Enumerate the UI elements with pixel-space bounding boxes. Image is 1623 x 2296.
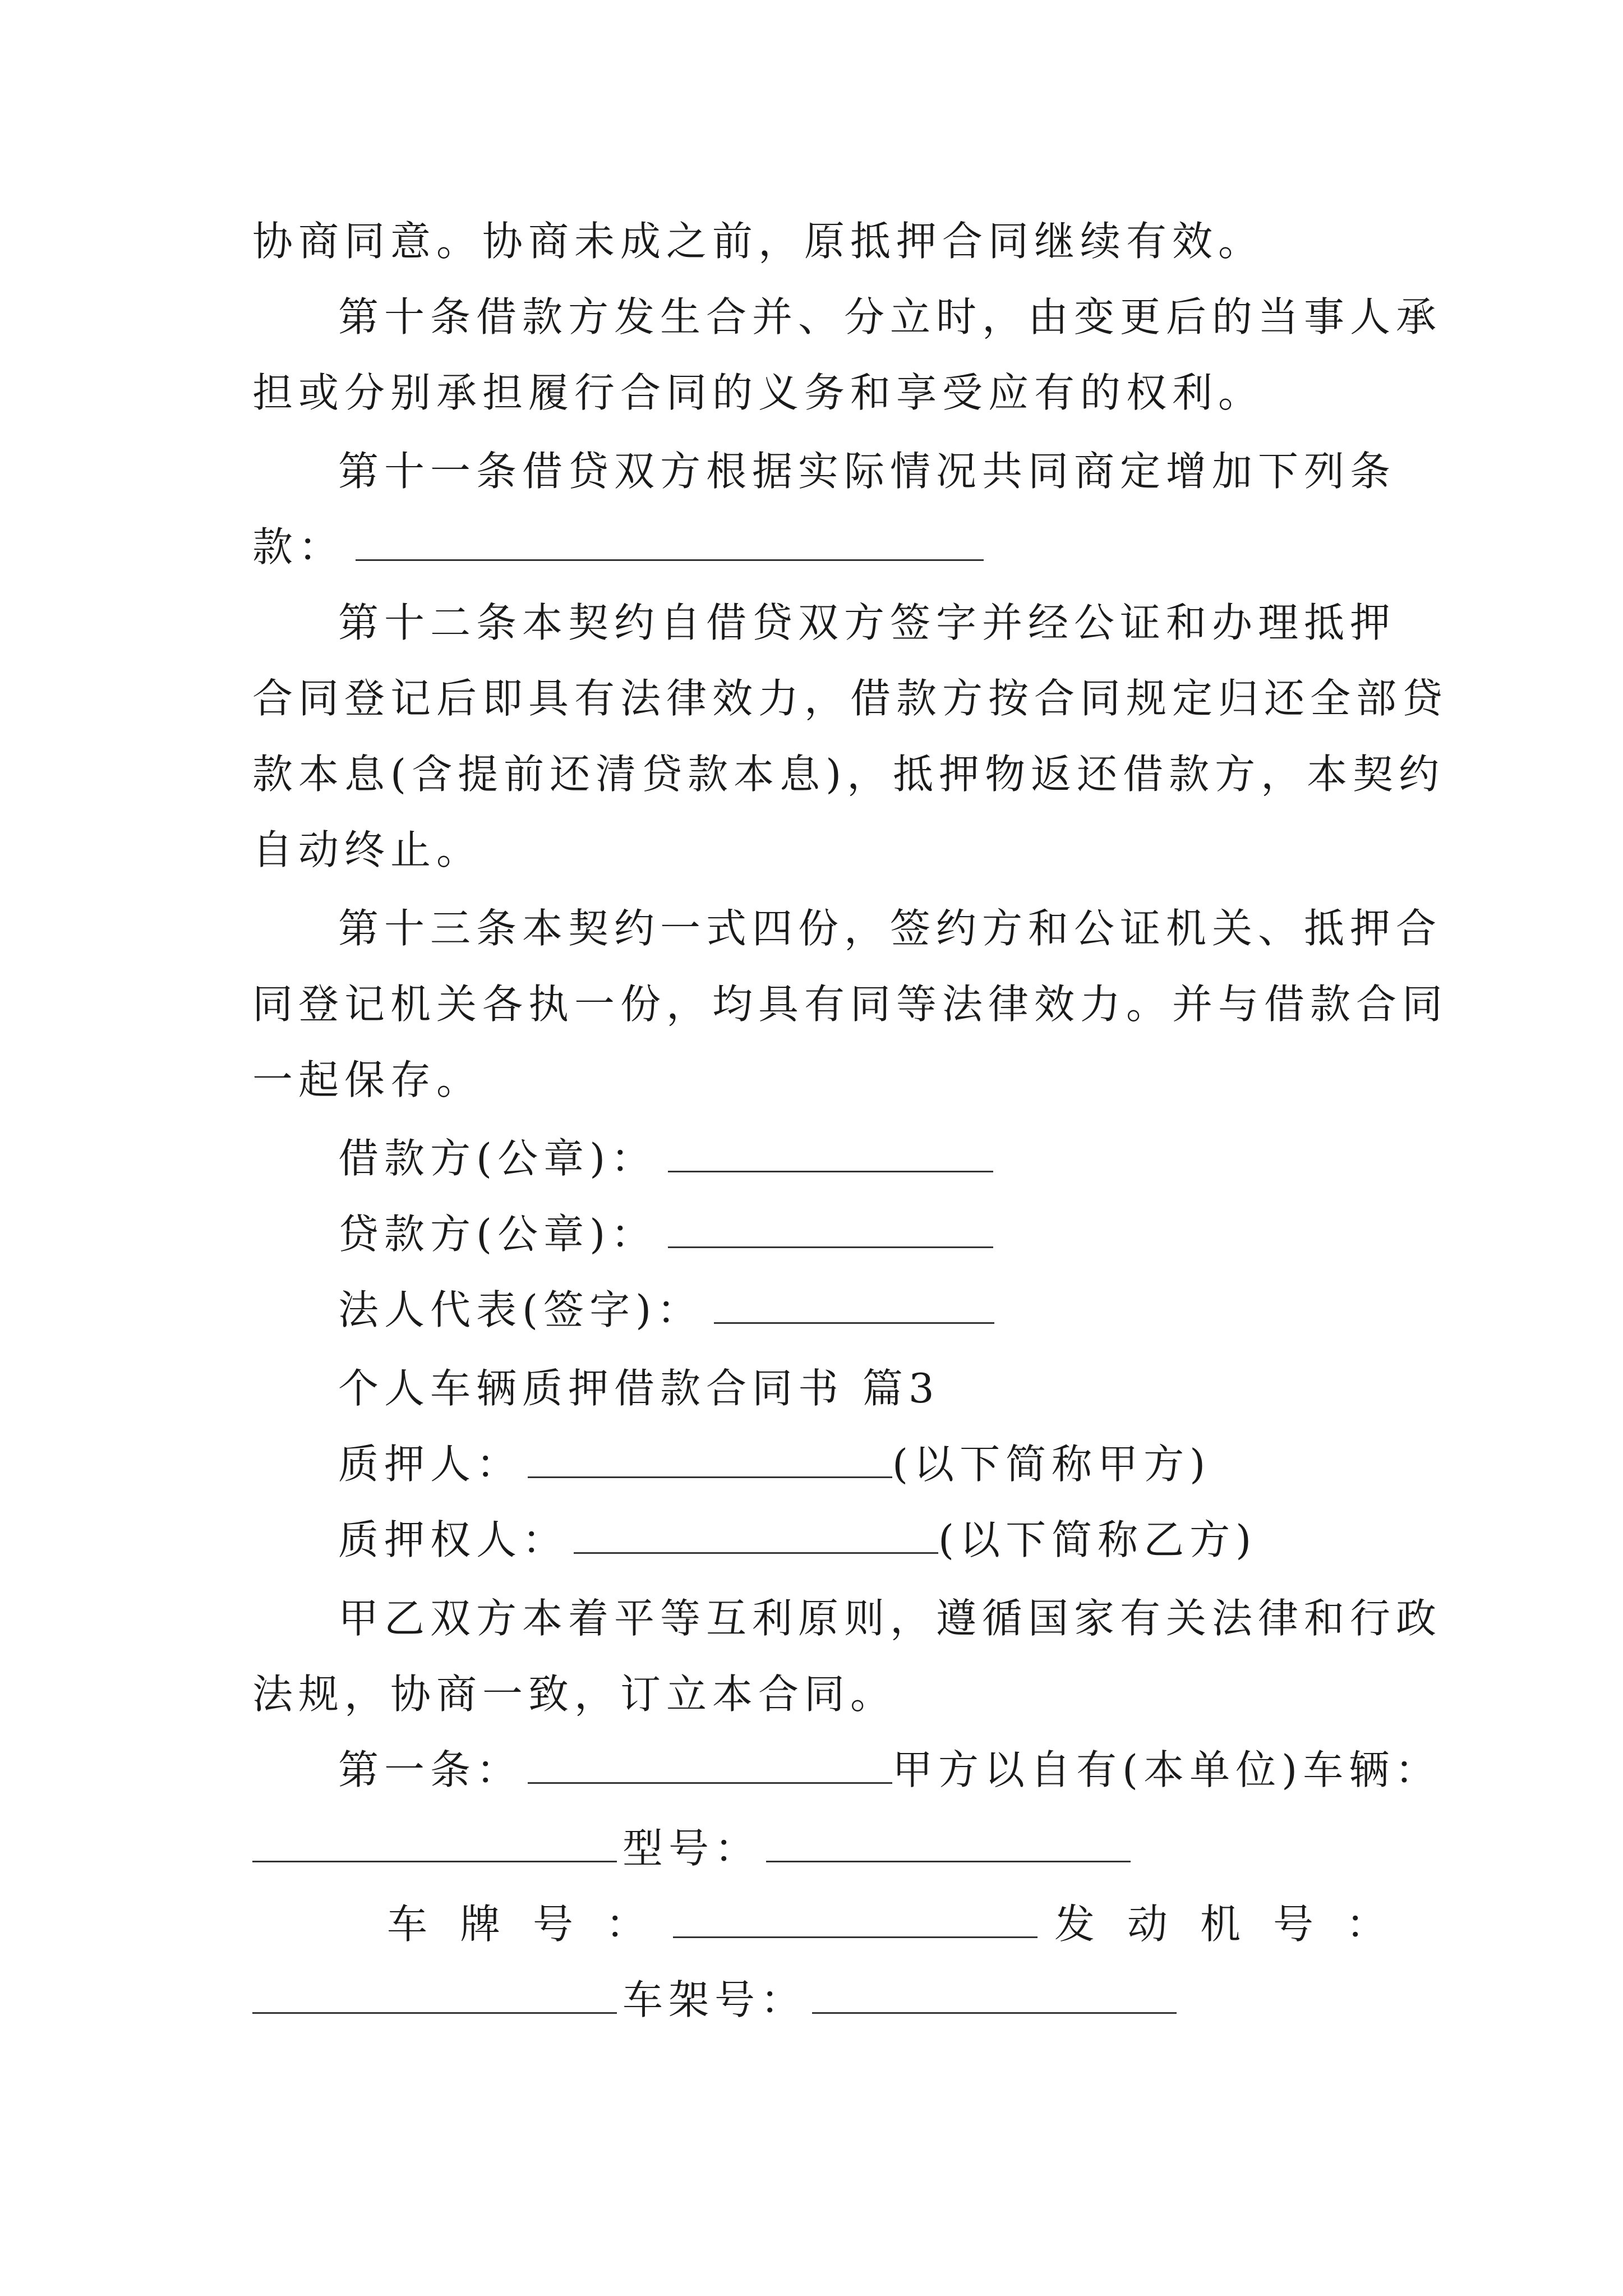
article-1-label: 第一条： (338, 1746, 523, 1793)
pledgor-label: 质押人： (338, 1441, 523, 1488)
section-heading: 个人车辆质押借款合同书 篇3 (338, 1365, 940, 1412)
pledgee-note: (以下简称乙方) (938, 1516, 1257, 1563)
article-11-line-1: 第十一条借贷双方根据实际情况共同商定增加下列条 (338, 448, 1396, 495)
frame-label: 车架号： (623, 1976, 807, 2023)
pledgee-label: 质押权人： (338, 1516, 569, 1563)
article-12-line-4: 自动终止。 (252, 826, 483, 873)
article-10-line-2: 担或分别承担履行合同的义务和享受应有的权利。 (252, 369, 1265, 416)
article-1-blank[interactable] (528, 1745, 892, 1784)
article-12-line-2: 合同登记后即具有法律效力，借款方按合同规定归还全部贷 (252, 675, 1449, 722)
plate-engine-line (387, 1899, 1419, 1949)
legal-rep-line (338, 1285, 994, 1335)
article-13-line-3: 一起保存。 (252, 1056, 483, 1103)
article-1-text: 甲方以自有(本单位)车辆： (892, 1746, 1441, 1793)
borrower-seal-blank[interactable] (668, 1134, 993, 1172)
article-10-line-1: 第十条借款方发生合并、分立时，由变更后的当事人承 (338, 293, 1442, 341)
engine-label: 发动机号： (1054, 1901, 1419, 1948)
pledgee-blank[interactable] (574, 1515, 938, 1554)
article-13-line-2: 同登记机关各执一份，均具有同等法律效力。并与借款合同 (252, 981, 1449, 1028)
article-11-line-2 (252, 522, 984, 572)
frame-blank[interactable] (812, 1975, 1177, 2014)
pledgor-note: (以下简称甲方) (892, 1441, 1211, 1488)
article-1-line-1 (338, 1745, 1441, 1795)
borrower-seal-label: 借款方(公章)： (338, 1135, 657, 1182)
additional-terms-blank[interactable] (356, 522, 984, 561)
legal-rep-label: 法人代表(签字)： (338, 1286, 703, 1333)
vehicle-blank[interactable] (252, 1824, 617, 1862)
plate-label: 车牌号： (387, 1901, 679, 1948)
pledgor-line (338, 1439, 1211, 1489)
article-13-line-1: 第十三条本契约一式四份，签约方和公证机关、抵押合 (338, 905, 1442, 952)
article-11-label: 款： (252, 523, 345, 570)
legal-rep-blank[interactable] (714, 1285, 994, 1324)
pledgor-blank[interactable] (528, 1439, 892, 1478)
lender-seal-label: 贷款方(公章)： (338, 1211, 657, 1258)
lender-seal-blank[interactable] (668, 1209, 993, 1248)
vehicle-model-line (252, 1823, 1131, 1874)
engine-blank[interactable] (252, 1975, 617, 2014)
article-12-line-3: 款本息(含提前还清贷款本息)，抵押物返还借款方，本契约 (252, 751, 1445, 798)
pledgee-line (338, 1515, 1257, 1565)
preamble-line-1: 甲乙双方本着平等互利原则，遵循国家有关法律和行政 (338, 1595, 1442, 1642)
lender-seal-line (338, 1209, 993, 1259)
model-label: 型号： (623, 1825, 761, 1872)
article-12-line-1: 第十二条本契约自借贷双方签字并经公证和办理抵押 (338, 599, 1396, 646)
frame-line (252, 1975, 1177, 2025)
preamble-line-2: 法规，协商一致，订立本合同。 (252, 1671, 897, 1718)
paragraph-line: 协商同意。协商未成之前，原抵押合同继续有效。 (252, 218, 1265, 265)
plate-blank[interactable] (673, 1899, 1038, 1938)
borrower-seal-line (338, 1133, 993, 1184)
model-blank[interactable] (766, 1824, 1131, 1862)
